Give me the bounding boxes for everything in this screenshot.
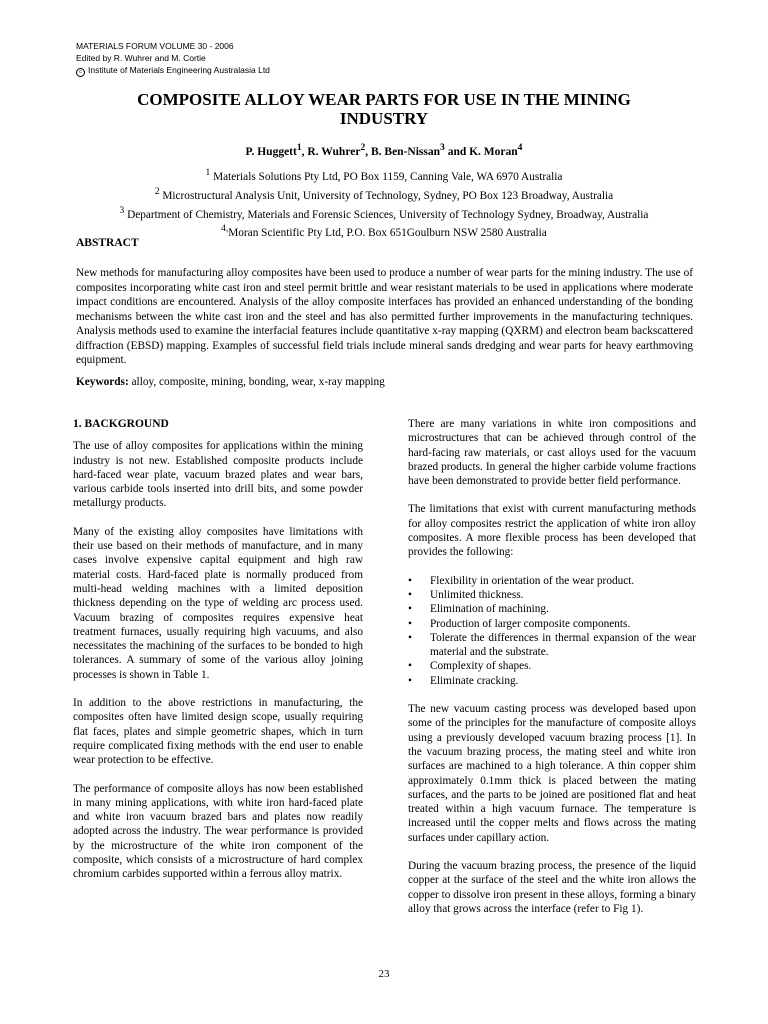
affiliation xyxy=(76,185,692,204)
journal-header xyxy=(76,40,270,77)
author-sup: 1 xyxy=(296,142,302,153)
affiliation-text: Materials Solutions Pty Ltd, PO Box 1159, Canning Vale, WA 6970 Australia xyxy=(210,170,563,183)
abstract-text: New methods for manufacturing alloy composites have been used to produce a number of wear parts for the mining industry. The use of composites incorporating white cast iron and steel permit brittle and wear resistant materials to be used in applications where moderate impact conditions are encountered. Analysis of the alloy composite interfaces has provided an enhanced understanding of the bonding mechanisms between the white cast iron and the steel and has also permitted further improvements in the manufacturing techniques. Analysis methods used to examine the interfacial features include quantitative x-ray mapping (QXRM) and electron beam backscattered diffraction (EBSD) mapping. Examples of successful field trials include mineral sands dredging and wear parts for heavy earthmoving equipment. xyxy=(76,267,693,366)
affiliation-sup: 2 xyxy=(154,186,160,197)
affiliation xyxy=(76,222,692,241)
author-sep: and xyxy=(444,145,470,158)
paper-title xyxy=(76,90,692,128)
affiliation-text: Moran Scientific Pty Ltd, P.O. Box 651Goulburn NSW 2580 Australia xyxy=(228,227,547,240)
author: K. Moran xyxy=(469,145,518,158)
author-sup: 4 xyxy=(517,142,523,153)
body-paragraph: The performance of composite alloys has now been established in many mining applications, with white iron hard-faced plate and white iron vacuum brazed bars and plates now readily adopted across the industry. The wear performance is provided by the microstructure of the white iron component of the composite, which consists of a microstructure of hard complex chromium carbides supported within a ferrous alloy matrix. xyxy=(73,782,363,881)
keywords-label: Keywords: xyxy=(76,376,129,388)
author: B. Ben-Nissan xyxy=(370,145,441,158)
author: R. Wuhrer xyxy=(307,145,361,158)
list-item: • Flexibility in orientation of the wear product. xyxy=(408,574,696,588)
editors-line: Edited by R. Wuhrer and M. Cortie xyxy=(76,53,206,63)
title-line-2: INDUSTRY xyxy=(339,109,429,128)
affiliation-text: Department of Chemistry, Materials and Forensic Sciences, University of Technology Sydney, Broadway, Australia xyxy=(124,208,649,221)
list-item: • Eliminate cracking. xyxy=(408,674,696,688)
affiliation-sup: 4, xyxy=(221,224,229,235)
abstract-heading: ABSTRACT xyxy=(76,237,139,249)
list-item: • Tolerate the differences in thermal expansion of the wear material and the substrate. xyxy=(408,631,696,660)
author-sep: , xyxy=(365,145,371,158)
right-column xyxy=(408,417,696,930)
list-item: • Complexity of shapes. xyxy=(408,659,696,673)
keywords-line xyxy=(76,376,385,388)
author-sep: , xyxy=(301,145,308,158)
left-column xyxy=(73,417,363,896)
body-paragraph: Many of the existing alloy composites have limitations with their use based on their methods of manufacture, and in many cases involve expensive capital equipment and high raw material costs. Hard-faced plate is normally produced from multi-head welding machines with a limited deposition thickness depending on the type of welding arc process used. Vacuum brazing of composites requires expensive heat treatment furnaces, usually requiring high vacuums, and also necessitates the machining of the surfaces to be bonded to high tolerances. A summary of some of the various alloy joining processes is shown in Table 1. xyxy=(73,525,363,681)
body-paragraph: The limitations that exist with current manufacturing methods for alloy composites restrict the application of white iron alloy composites. A more flexible process has been developed that provides the following: xyxy=(408,503,696,559)
body-paragraph: There are many variations in white iron compositions and microstructures that can be achieved through control of the hard-facing raw materials, or cast alloys used for the vacuum brazed products. In general the higher carbide volume fractions have been demonstrated to provide better field performance. xyxy=(408,418,696,488)
affiliation xyxy=(76,204,692,223)
body-paragraph: The use of alloy composites for applications within the mining industry is not new. Established composite products include hard-faced wear plate, vacuum brazed plates and wear bars, various carbide tools inserted into drill bits, and some powder metallurgy products. xyxy=(73,440,363,510)
body-paragraph: During the vacuum brazing process, the presence of the liquid copper at the surface of the steel and the white iron allows the copper to dissolve iron present in these alloys, forming a binary alloy that grows across the interface (refer to Fig 1). xyxy=(408,860,696,915)
page-number: 23 xyxy=(378,968,390,980)
author-sup: 3 xyxy=(440,142,445,153)
body-paragraph: The new vacuum casting process was developed based upon some of the principles for the manufacture of composite alloys using a previously developed vacuum brazing process [1]. In the vacuum brazing process, the mating steel and white iron surfaces are machined to a high tolerance. A thin copper shim approximately 0.1mm thick is placed between the mating surfaces, and the parts to be joined are positioned flat and heat treated within a high vacuum furnace. The temperature is increased until the copper melts and flows across the mating surfaces under capillary action. xyxy=(408,703,696,844)
affiliation-sup: 3 xyxy=(119,205,125,216)
title-line-1: COMPOSITE ALLOY WEAR PARTS FOR USE IN THE MINING xyxy=(137,90,631,109)
author-sup: 2 xyxy=(360,142,366,153)
author: P. Huggett xyxy=(245,145,297,158)
author-list xyxy=(76,142,692,158)
section-heading: 1. BACKGROUND xyxy=(73,418,169,430)
affiliation-sup: 1 xyxy=(205,168,211,178)
affiliation-text: Microstructural Analysis Unit, University of Technology, Sydney, PO Box 123 Broadway, Australia xyxy=(159,189,614,202)
list-item: • Unlimited thickness. xyxy=(408,588,696,602)
list-item: • Elimination of machining. xyxy=(408,602,696,616)
copyright-line xyxy=(76,64,270,77)
copyright-text: Institute of Materials Engineering Australasia Ltd xyxy=(88,65,270,75)
affiliation-list xyxy=(76,166,692,241)
journal-volume: MATERIALS FORUM VOLUME 30 - 2006 xyxy=(76,41,234,51)
copyright-icon: c xyxy=(76,68,85,77)
affiliation xyxy=(76,166,692,185)
body-paragraph: In addition to the above restrictions in manufacturing, the composites often have limited design scope, usually requiring flat faces, plates and simple geometric shapes, which in turn require complicated fixing methods with the end user to enable wear protection to be effective. xyxy=(73,697,363,767)
advantages-list xyxy=(408,574,696,688)
keywords-text: alloy, composite, mining, bonding, wear, x-ray mapping xyxy=(128,376,385,388)
list-item: • Production of larger composite components. xyxy=(408,617,696,631)
